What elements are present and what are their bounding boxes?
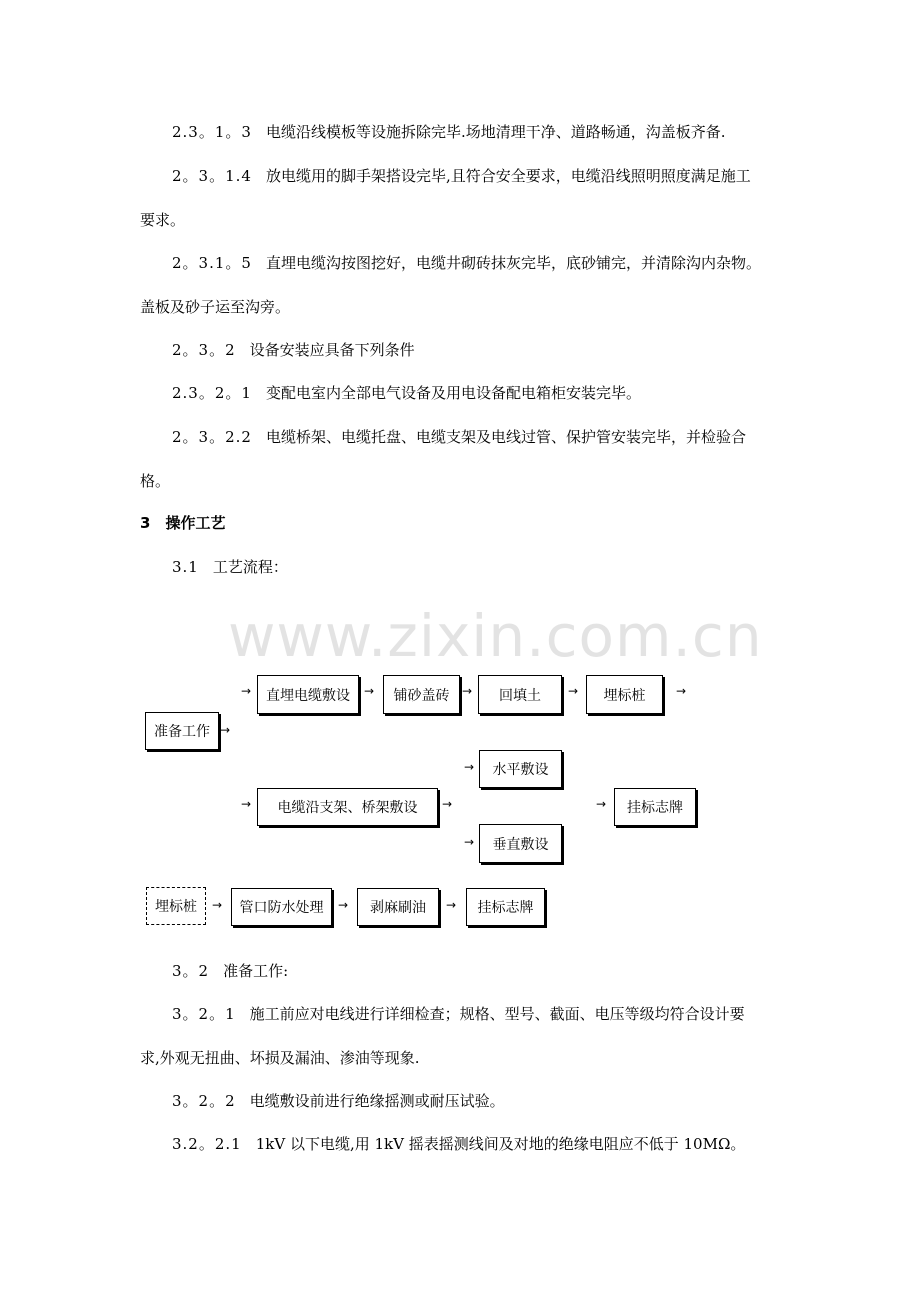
flow-box-direct-burial: 直埋电缆敷设	[257, 675, 359, 714]
paragraph-3-2-2-1	[172, 1122, 832, 1166]
flow-box-backfill: 回填土	[478, 675, 562, 714]
flow-arrow: →	[220, 723, 231, 737]
paragraph-text: 工艺流程：	[212, 558, 288, 576]
section-number: 3。2。1	[172, 1005, 236, 1023]
flow-arrow: →	[338, 898, 349, 912]
section-number: 3	[140, 514, 152, 532]
flow-arrow: →	[568, 684, 579, 698]
section-number: 3.2。2.1	[172, 1135, 242, 1153]
paragraph-text: 施工前应对电线进行详细检查；规格、型号、截面、电压等级均符合设计要	[249, 1005, 745, 1023]
section-number: 2.3。2。1	[172, 384, 252, 402]
flow-arrow: →	[364, 684, 375, 698]
paragraph-text: 设备安装应具备下列条件	[249, 341, 415, 359]
paragraph-2-3-1-5	[140, 241, 780, 329]
paragraph-text: 变配电室内全部电气设备及用电设备配电箱柜安装完毕。	[265, 384, 641, 402]
paragraph-2-3-1-3	[172, 110, 832, 154]
flow-box-strip-paint: 剥麻刷油	[357, 888, 439, 926]
paragraph-text: 电缆敷设前进行绝缘摇测或耐压试验。	[249, 1092, 505, 1110]
paragraph-text: 电缆沿线模板等设施拆除完毕.场地清理干净、道路畅通，沟盖板齐备.	[265, 123, 726, 141]
paragraph-text: 放电缆用的脚手架搭设完毕,且符合安全要求，电缆沿线照明照度满足施工	[265, 167, 751, 185]
flow-box-tray-support: 电缆沿支架、桥架敷设	[257, 788, 438, 826]
paragraph-3-2-2	[172, 1079, 832, 1123]
section-number: 3。2。2	[172, 1092, 236, 1110]
paragraph-continuation: 求,外观无扭曲、坏损及漏油、渗油等现象.	[140, 1049, 420, 1067]
section-number: 2.3。1。3	[172, 123, 252, 141]
flow-box-hang-sign-2: 挂标志牌	[466, 888, 545, 926]
paragraph-2-3-2	[172, 328, 832, 372]
paragraph-continuation: 盖板及砂子运至沟旁。	[140, 298, 291, 316]
section-number: 2。3。2.2	[172, 428, 252, 446]
paragraph-text: 电缆桥架、电缆托盘、电缆支架及电线过管、保护管安装完毕，并检验合	[265, 428, 746, 446]
flow-arrow: →	[676, 684, 687, 698]
section-number: 2。3。2	[172, 341, 236, 359]
flow-box-marker-stake-dashed: 埋标桩	[146, 887, 206, 925]
paragraph-2-3-2-2	[140, 415, 780, 503]
flow-arrow: →	[464, 835, 475, 849]
flow-arrow: →	[442, 797, 453, 811]
flow-arrow: →	[212, 898, 223, 912]
section-number: 3.1	[172, 558, 199, 576]
section-number: 3。2	[172, 962, 210, 980]
flow-box-sand-brick: 铺砂盖砖	[383, 675, 460, 714]
flow-box-vertical: 垂直敷设	[479, 824, 562, 863]
section-heading-3	[140, 501, 800, 545]
paragraph-3-2	[172, 949, 832, 993]
flow-arrow: →	[596, 797, 607, 811]
flow-arrow: →	[446, 898, 457, 912]
flow-arrow: →	[241, 684, 252, 698]
paragraph-text: 准备工作:	[223, 962, 289, 980]
paragraph-3-1	[172, 545, 832, 589]
paragraph-text: 1kV 以下电缆,用 1kV 摇表摇测线间及对地的绝缘电阻应不低于 10MΩ。	[255, 1135, 746, 1153]
flow-box-waterproof: 管口防水处理	[231, 888, 332, 926]
paragraph-continuation: 格。	[140, 472, 171, 490]
flow-arrow: →	[464, 760, 475, 774]
watermark: www.zixin.com.cn	[228, 602, 763, 670]
flow-box-marker-stake: 埋标桩	[586, 675, 663, 714]
paragraph-continuation: 要求。	[140, 211, 186, 229]
paragraph-text: 直埋电缆沟按图挖好，电缆井砌砖抹灰完毕，底砂铺完，并清除沟内杂物。	[265, 254, 761, 272]
flow-arrow: →	[462, 684, 473, 698]
section-number: 2。3。1.4	[172, 167, 252, 185]
section-number: 2。3.1。5	[172, 254, 252, 272]
paragraph-2-3-2-1	[172, 371, 832, 415]
flow-arrow: →	[241, 797, 252, 811]
flow-box-hang-sign: 挂标志牌	[614, 788, 696, 826]
section-title: 操作工艺	[165, 514, 226, 532]
paragraph-3-2-1	[140, 992, 780, 1080]
flow-box-horizontal: 水平敷设	[479, 750, 562, 788]
paragraph-2-3-1-4	[140, 154, 780, 242]
flow-box-start: 准备工作	[145, 712, 219, 750]
